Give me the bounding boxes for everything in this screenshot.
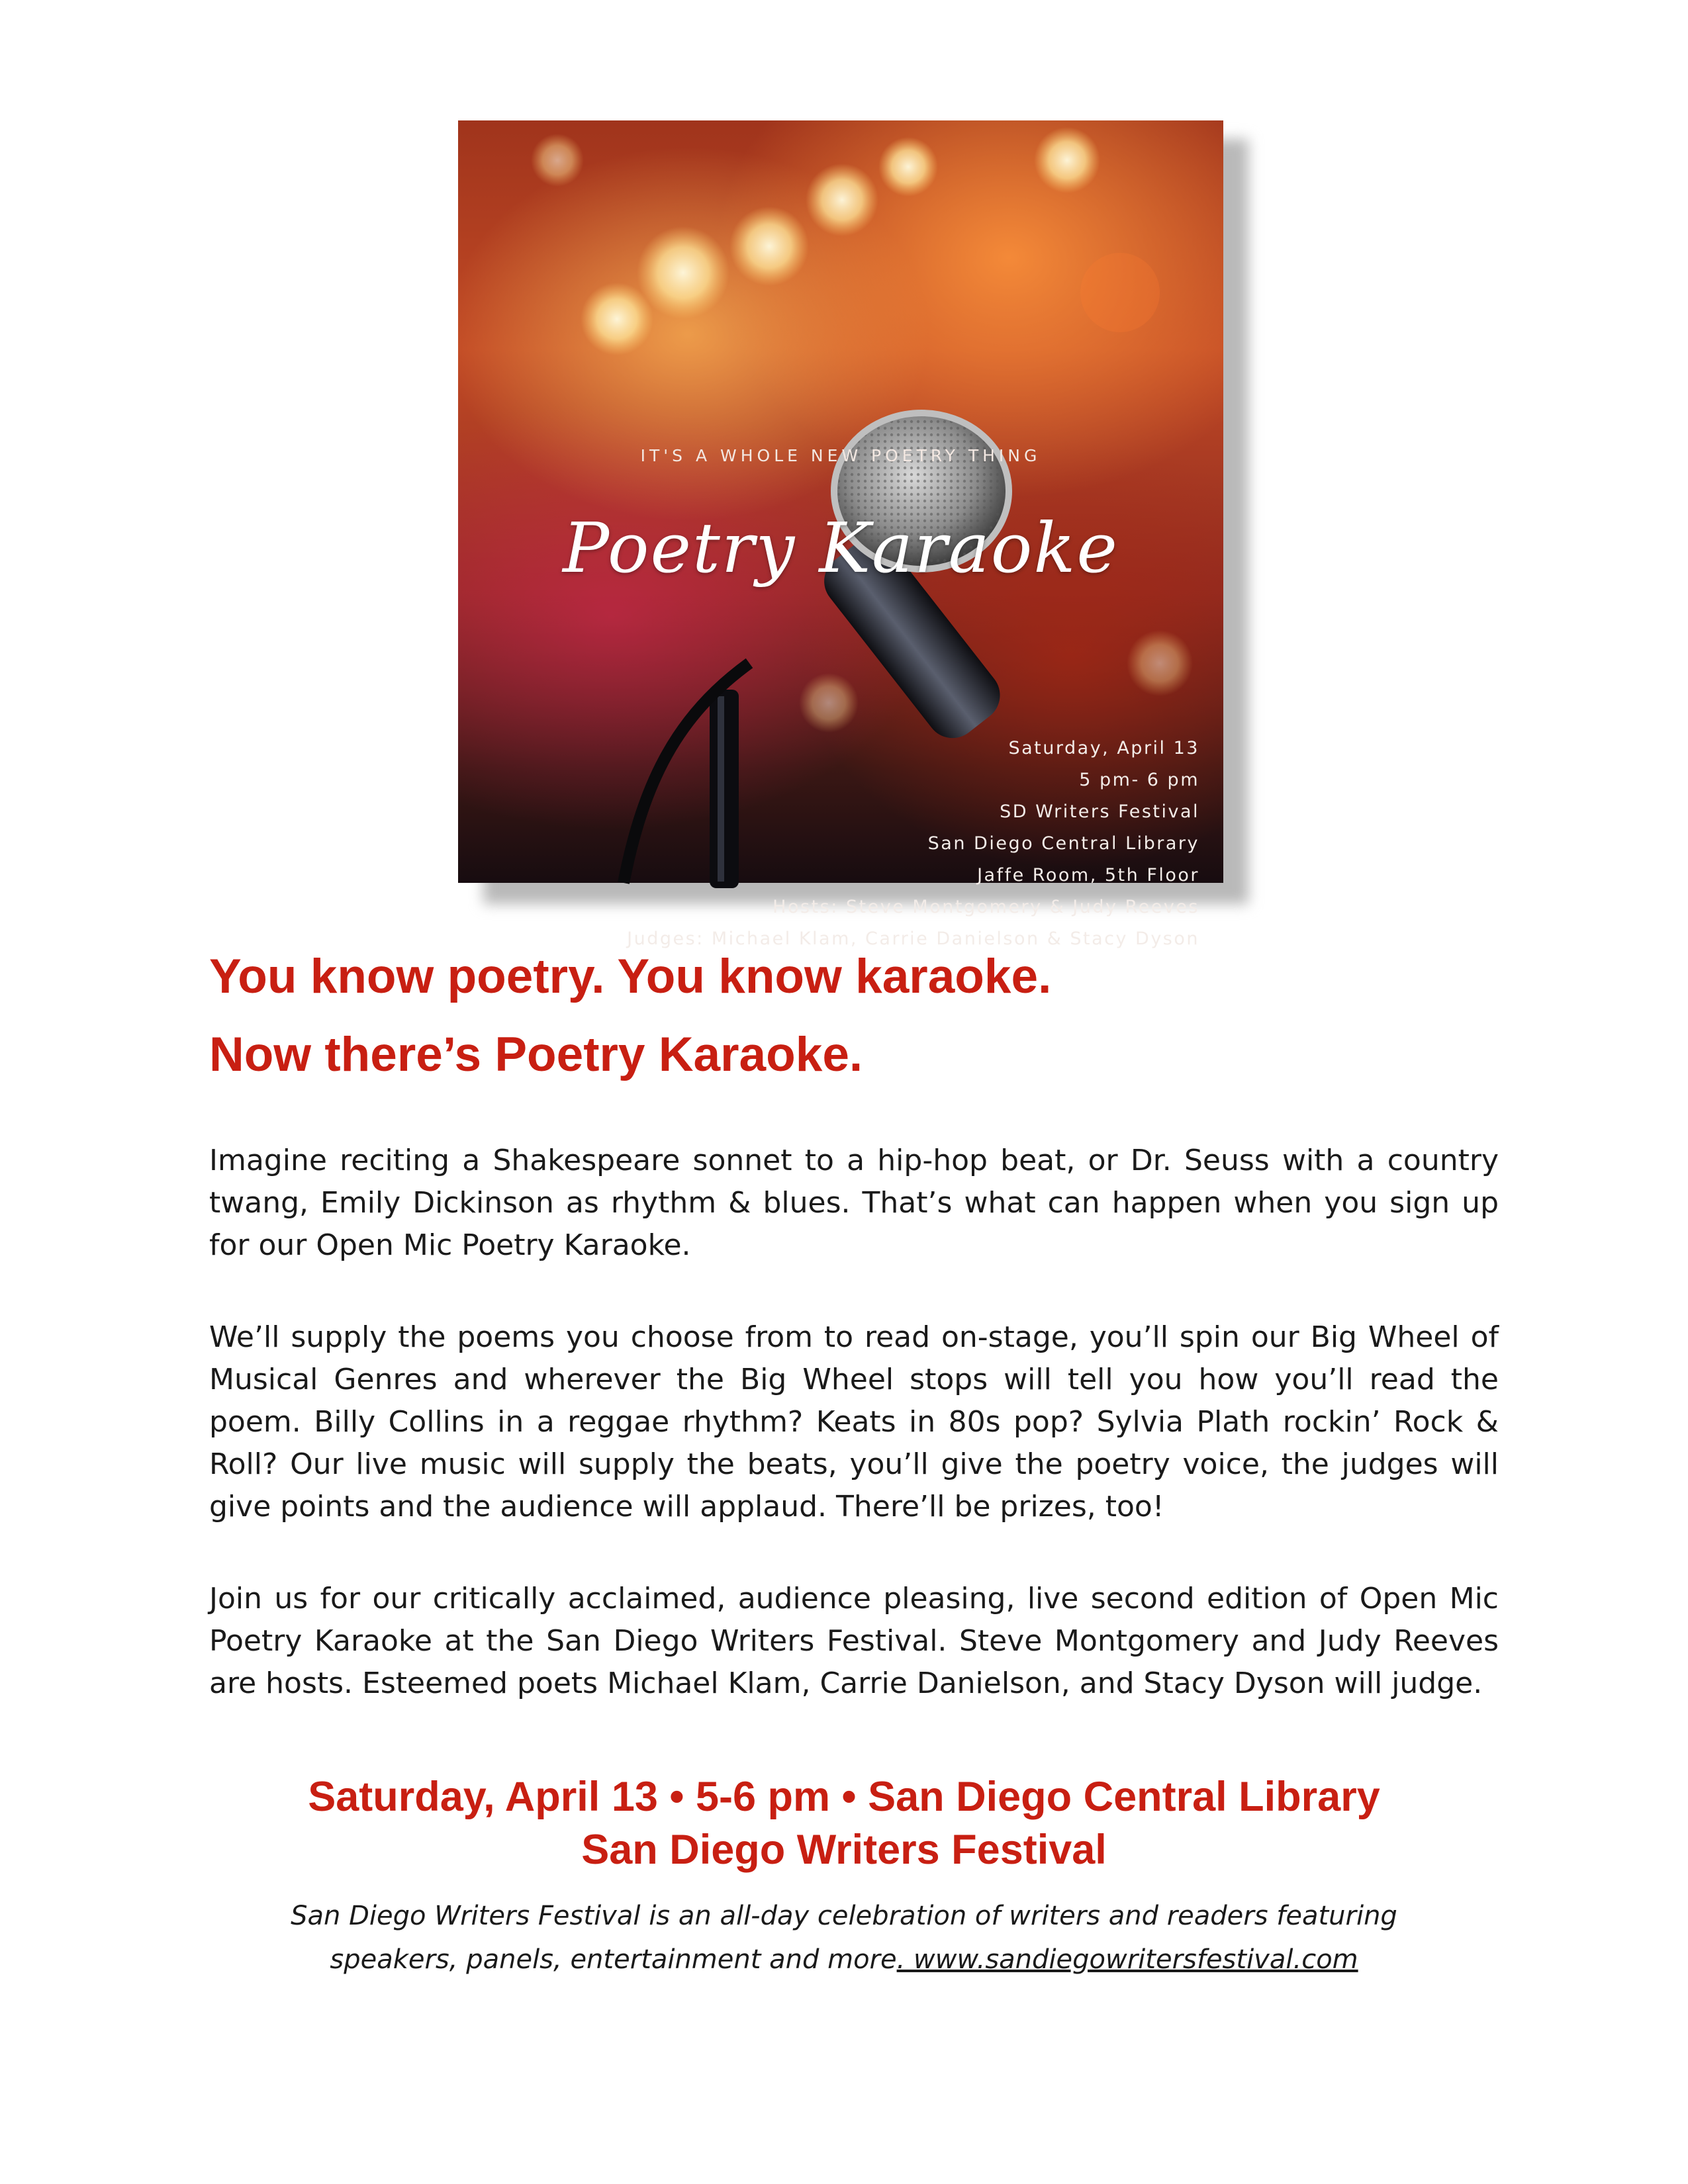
event-date-line: Saturday, April 13 • 5-6 pm • San Diego Central Library — [308, 1774, 1380, 1820]
poster-detail-venue: San Diego Central Library — [927, 833, 1199, 854]
poster-image — [458, 120, 1223, 949]
footer-line-2 — [0, 1938, 1688, 1981]
poster-detail-time: 5 pm- 6 pm — [1079, 770, 1199, 790]
event-info — [0, 1770, 1688, 1876]
poster-detail-date: Saturday, April 13 — [1008, 738, 1199, 758]
footer-line-1: San Diego Writers Festival is an all-day celebration of writers and readers featuring — [291, 1901, 1397, 1931]
festival-website-link[interactable]: . www.sandiegowritersfestival.com — [896, 1944, 1358, 1975]
body-paragraph-3: Join us for our critically acclaimed, audience pleasing, live second edition of Open Mic Poetry Karaoke at the San Diego Writers Festival. Steve Montgomery and Judy Reeves are hosts. Esteemed poets Michael Klam, Carrie Danielson, and Stacy Dyson will judge. — [209, 1582, 1499, 1700]
footer-line-2-text: speakers, panels, entertainment and more — [330, 1944, 897, 1975]
headline-line-2: Now there’s Poetry Karaoke. — [209, 1028, 863, 1081]
poster-details — [627, 733, 1199, 955]
headline-line-1: You know poetry. You know karaoke. — [209, 950, 1052, 1003]
poster-tagline: IT'S A WHOLE NEW POETRY THING — [640, 446, 1041, 465]
poster-title: Poetry Karaoke — [563, 508, 1119, 588]
poster-detail-judges: Judges: Michael Klam, Carrie Danielson & Stacy Dyson — [627, 929, 1199, 949]
poster-detail-hosts: Hosts: Steve Montgomery & Judy Reeves — [773, 897, 1199, 917]
event-festival-line: San Diego Writers Festival — [581, 1827, 1107, 1873]
footer-note — [0, 1894, 1688, 1981]
poster-detail-room: Jaffe Room, 5th Floor — [977, 865, 1199, 886]
poster-detail-festival: SD Writers Festival — [1000, 801, 1199, 822]
body-paragraph-1: Imagine reciting a Shakespeare sonnet to a hip-hop beat, or Dr. Seuss with a country twang, Emily Dickinson as rhythm & blues. That’s what can happen when you sign up for our Open Mic Poetry Karaoke. — [209, 1144, 1499, 1262]
headline — [209, 927, 1051, 1105]
body-paragraph-2: We’ll supply the poems you choose from to read on-stage, you’ll spin our Big Wheel of Musical Genres and wherever the Big Wheel stops will tell you how you’ll read the poem. Billy Collins in a reggae rhythm? Keats in 80s pop? Sylvia Plath rockin’ Rock & Roll? Our live music will supply the beats, you’ll give the poetry voice, the judges will give points and the audience will applaud. There’ll be prizes, too! — [209, 1320, 1499, 1524]
